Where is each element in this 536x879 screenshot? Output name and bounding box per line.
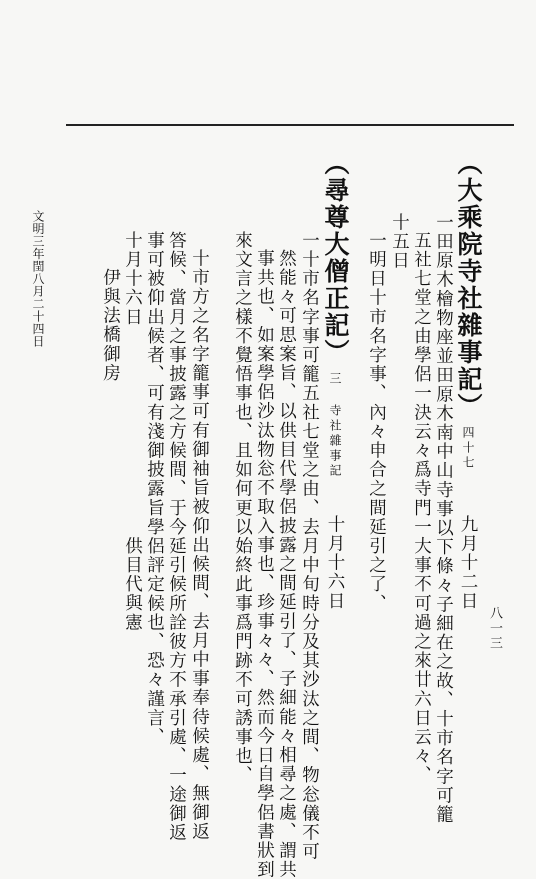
doc2-line6: 答候、當月之事披露之方候間、于今延引候所詮彼方不承引處、一途御返 (166, 231, 187, 843)
doc2-line7: 事可被仰出候者、可有淺御披露旨學侶評定候也、恐々謹言、 (144, 231, 165, 747)
doc2-subtitle: 三 寺社雜事記 (328, 372, 342, 479)
doc2-line4: 來文言之樣不覺悟事也、且如何更以始終此事爲門跡不可誘事也、 (232, 231, 253, 785)
doc1-title-column (456, 150, 481, 611)
doc2-line1: 一十市名字事可籠五社七堂之由、去月中旬時分及其沙汰之間、物忩儀不可 (299, 231, 320, 862)
doc2-addressee: 伊與法橋御房 (100, 268, 121, 383)
doc2-date: 十月十六日 (325, 515, 345, 611)
doc1-line4: 一明日十市名字事、內々申合之間延引之了、 (366, 231, 387, 613)
doc2-line5: 十市方之名字籠事可有御袖旨被仰出候間、去月中事奉待候處、無御返 (189, 249, 210, 842)
doc2-line3: 事共也、如案學侶沙汰物忩不取入事也、珍事々々、然而今日自學侶書狀到 (254, 249, 275, 879)
doc1-title: （大乘院寺社雜事記） (454, 150, 483, 420)
doc2-sender: 供目代與憲 (122, 536, 143, 632)
doc2-closing-date: 十月十六日 (122, 231, 143, 327)
side-note: 文明三年閏八月二十四日 (31, 210, 45, 348)
doc1-date: 九月十二日 (458, 515, 478, 611)
doc2-title-column (323, 150, 348, 611)
doc2-title: （尋尊大僧正記） (321, 150, 350, 366)
page-number: 八一三 (487, 606, 502, 651)
doc2-closing-column (123, 231, 141, 632)
doc1-line1: 一田原木檜物座並田原木南中山寺事以下條々子細在之故、十市名字可籠 (433, 213, 454, 825)
header-rule (66, 124, 514, 126)
doc1-line3: 十五日 (389, 213, 410, 271)
doc1-subtitle: 四十七 (461, 426, 475, 471)
doc2-line2: 然能々可思案旨、以供目代學侶披露之間延引了、子細能々相尋之處、謂共 (276, 249, 297, 879)
doc1-line2: 五社七堂之由學侶一決云々爲寺門一大事不可過之來廿六日云々、 (411, 231, 432, 785)
